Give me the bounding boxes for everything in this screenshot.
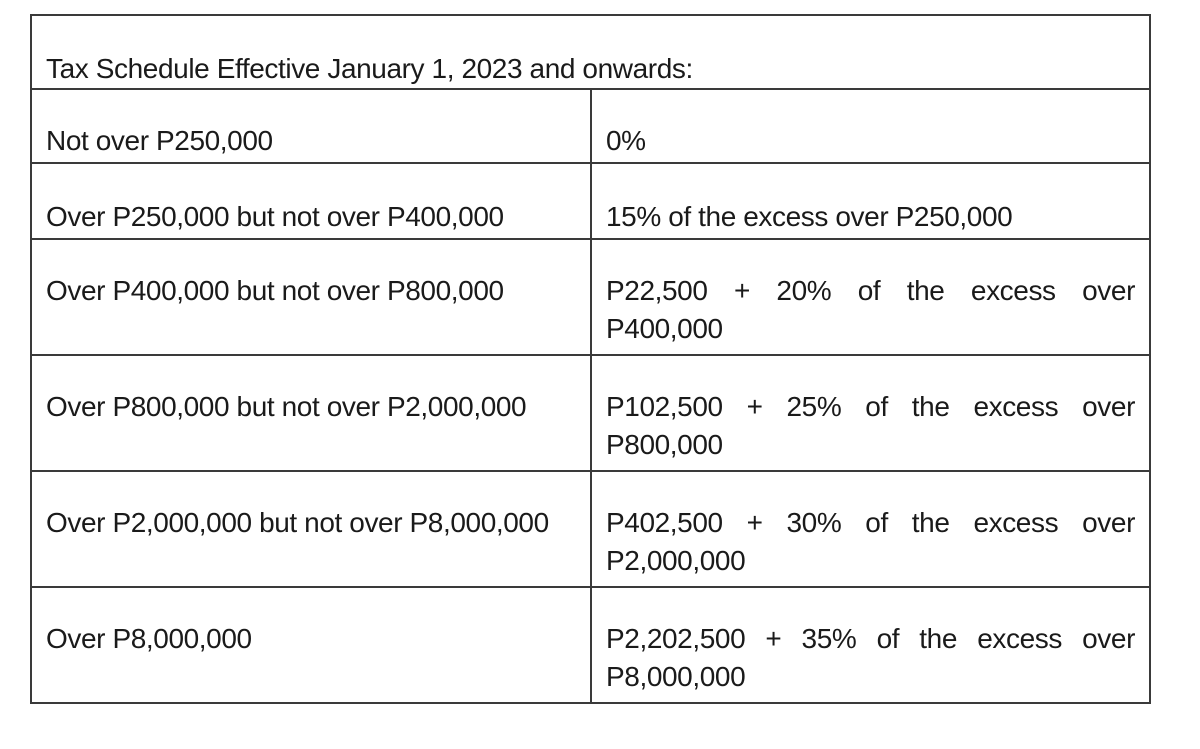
income-bracket: Over P250,000 but not over P400,000 <box>46 201 504 232</box>
income-bracket: Over P8,000,000 <box>46 623 252 654</box>
tax-rate-cell <box>591 163 1150 239</box>
table-row <box>31 587 1150 703</box>
tax-rate: P102,500 + 25% of the excess over P800,000 <box>606 391 1135 460</box>
income-bracket-cell <box>31 163 591 239</box>
income-bracket-cell <box>31 471 591 587</box>
table-title-cell <box>31 15 1150 89</box>
tax-rate-cell <box>591 587 1150 703</box>
tax-rate: P2,202,500 + 35% of the excess over P8,000,000 <box>606 623 1135 692</box>
income-bracket: Over P800,000 but not over P2,000,000 <box>46 391 527 422</box>
tax-rate-cell <box>591 89 1150 163</box>
table-title: Tax Schedule Effective January 1, 2023 and onwards: <box>46 53 693 84</box>
tax-rate: 0% <box>606 125 646 156</box>
income-bracket-cell <box>31 239 591 355</box>
table-row <box>31 355 1150 471</box>
tax-rate-cell <box>591 239 1150 355</box>
income-bracket: Over P2,000,000 but not over P8,000,000 <box>46 507 549 538</box>
table-row <box>31 471 1150 587</box>
income-bracket: Over P400,000 but not over P800,000 <box>46 275 504 306</box>
table-row <box>31 163 1150 239</box>
tax-rate: 15% of the excess over P250,000 <box>606 201 1013 232</box>
income-bracket-cell <box>31 89 591 163</box>
tax-rate-cell <box>591 471 1150 587</box>
tax-rate-cell <box>591 355 1150 471</box>
income-bracket-cell <box>31 587 591 703</box>
table-title-row <box>31 15 1150 89</box>
table-row <box>31 239 1150 355</box>
income-bracket-cell <box>31 355 591 471</box>
tax-rate: P402,500 + 30% of the excess over P2,000,000 <box>606 507 1135 576</box>
tax-schedule-table <box>30 14 1151 704</box>
tax-rate: P22,500 + 20% of the excess over P400,000 <box>606 275 1135 344</box>
table-row <box>31 89 1150 163</box>
income-bracket: Not over P250,000 <box>46 125 273 156</box>
